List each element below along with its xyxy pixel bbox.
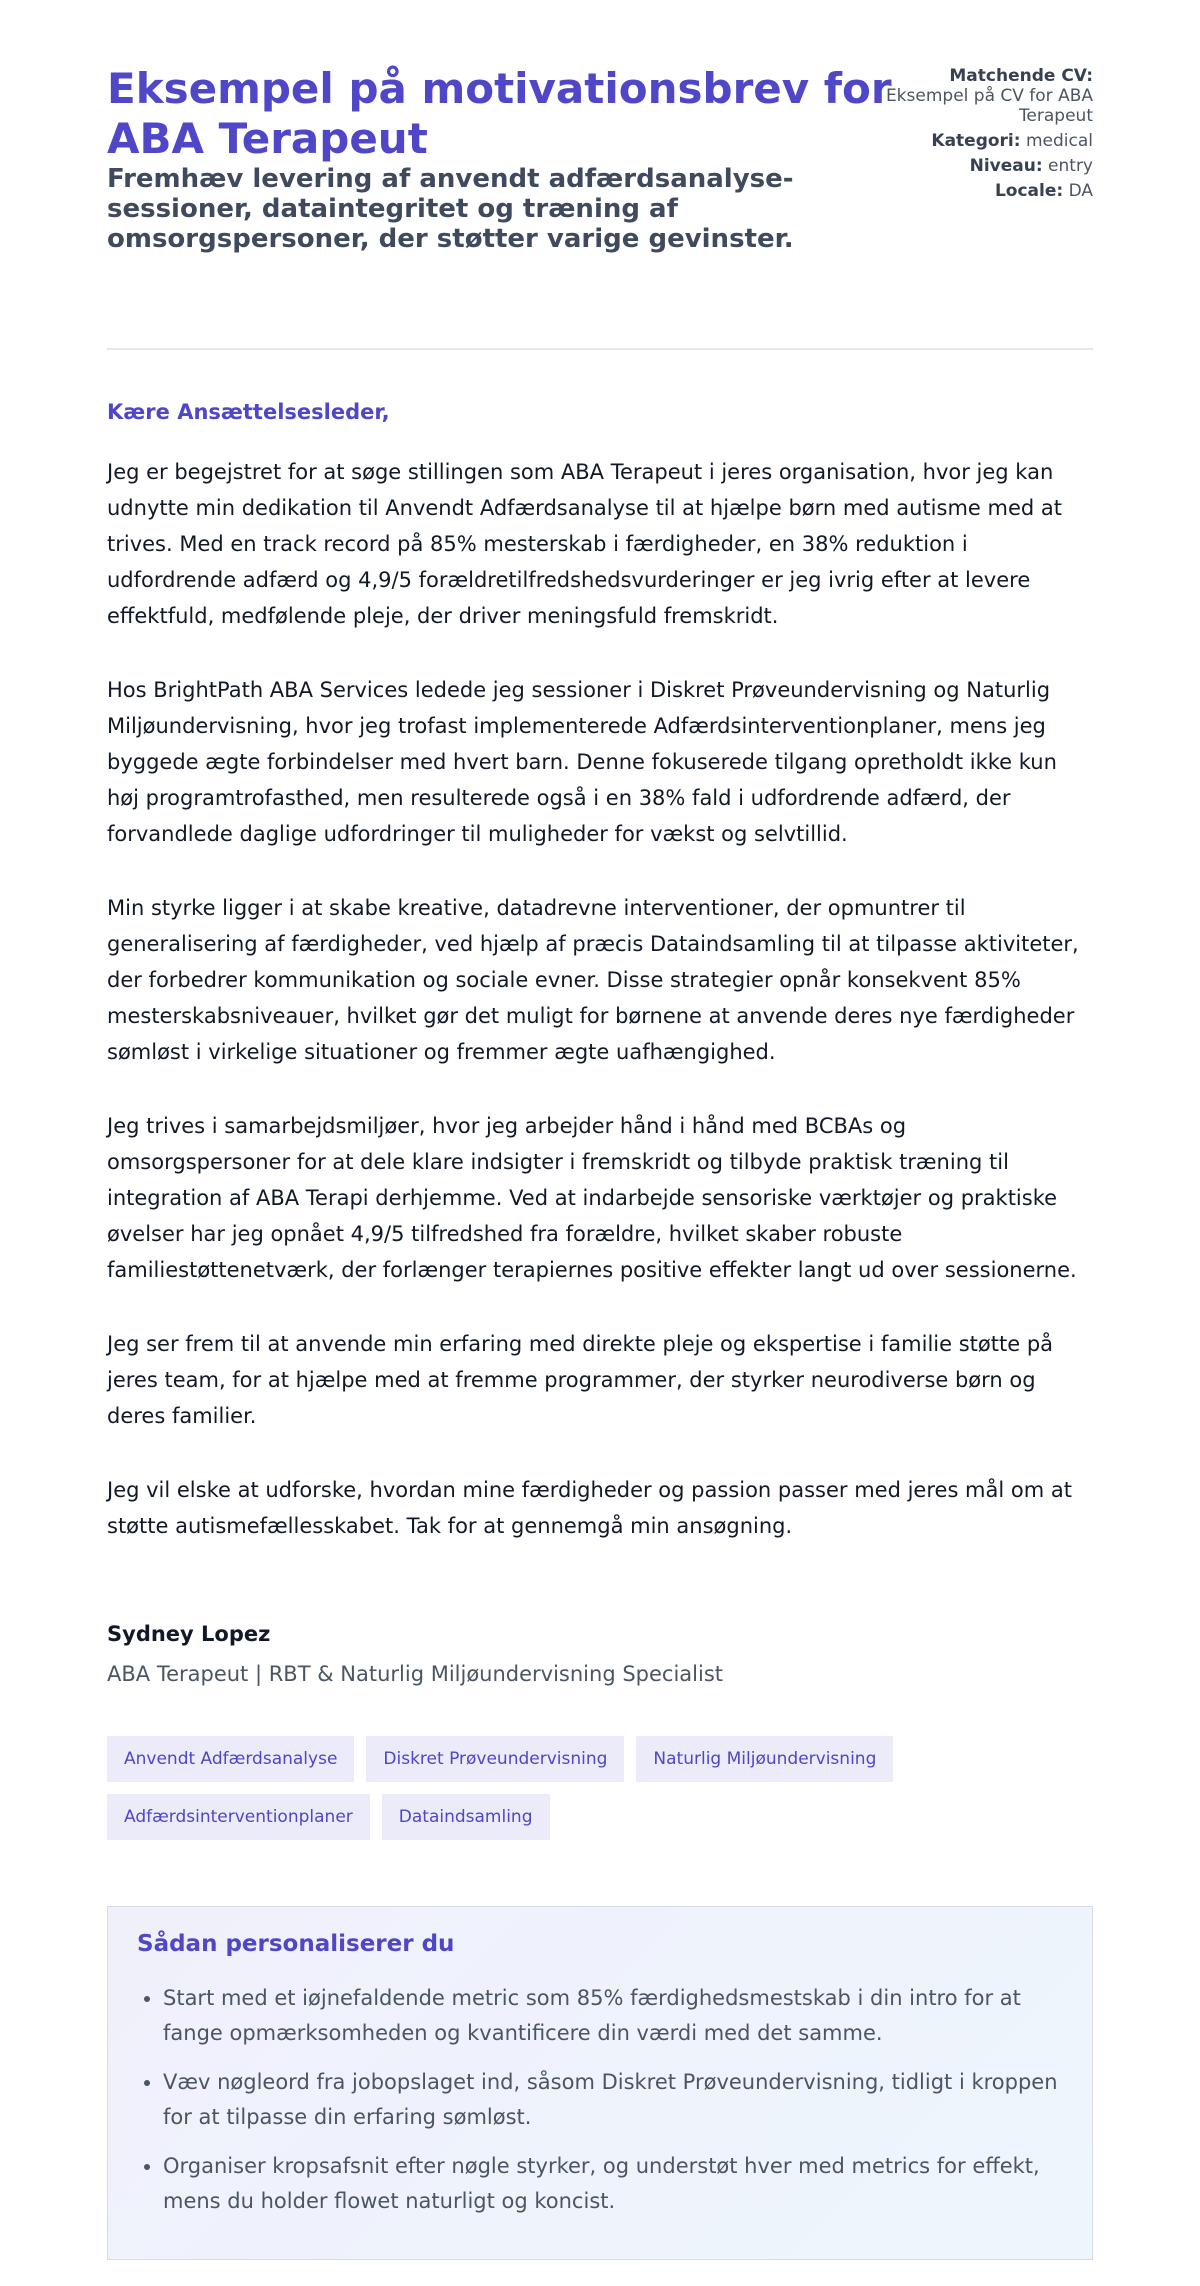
letter-greeting: Kære Ansættelsesleder,: [107, 400, 390, 424]
meta-cv-label: Matchende CV:: [949, 66, 1093, 86]
meta-panel: [883, 66, 1093, 206]
tips-list-item: • Start med et iøjnefaldende metric som 85% færdighedsmestskab i din intro for at fange opmærksomheden og kvantificere din værdi med det samme.: [163, 1981, 1063, 2051]
meta-level: [883, 156, 1093, 176]
tips-list: [137, 1981, 1063, 2219]
page-header: [107, 0, 1093, 284]
tips-list-item: • Organiser kropsafsnit efter nøgle styrker, og understøt hver med metrics for effekt, mens du holder flowet naturligt og koncist.: [163, 2149, 1063, 2219]
skill-tags: [107, 1736, 987, 1840]
page-subtitle: Fremhæv levering af anvendt adfærdsanalyse-sessioner, dataintegritet og træning af omsorgspersoner, der støtter varige gevinster.: [107, 164, 794, 254]
letter-paragraph: Min styrke ligger i at skabe kreative, datadrevne interventioner, der opmuntrer til generalisering af færdigheder, ved hjælp af præcis Dataindsamling til at tilpasse aktiviteter, der forbedrer kommunikation og sociale evner. Disse strategier opnår konsekvent 85% mesterskabsniveauer, hvilket gør det muligt for børnene at anvende deres nye færdigheder sømløst i virkelige situationer og fremmer ægte uafhængighed.: [107, 896, 1079, 1064]
signature-role: ABA Terapeut | RBT & Naturlig Miljøundervisning Specialist: [107, 1662, 724, 1686]
signature-block: [107, 1620, 1093, 1688]
meta-locale-value: DA: [1068, 181, 1093, 201]
personalization-tips-box: [107, 1906, 1093, 2260]
letter-paragraph: Jeg ser frem til at anvende min erfaring med direkte pleje og ekspertise i familie støtte på jeres team, for at hjælpe med at fremme programmer, der styrker neurodiverse børn og deres familier.: [107, 1332, 1054, 1428]
meta-level-value: entry: [1048, 156, 1093, 176]
tips-list-item: • Væv nøgleord fra jobopslaget ind, såsom Diskret Prøveundervisning, tidligt i kroppen for at tilpasse din erfaring sømløst.: [163, 2065, 1063, 2135]
letter-paragraph: Jeg trives i samarbejdsmiljøer, hvor jeg arbejder hånd i hånd med BCBAs og omsorgspersoner for at dele klare indsigter i fremskridt og tilbyde praktisk træning til integration af ABA Terapi derhjemme. Ved at indarbejde sensoriske værktøjer og praktiske øvelser har jeg opnået 4,9/5 tilfredshed fra forældre, hvilket skaber robuste familiestøttenetværk, der forlænger terapiernes positive effekter langt ud over sessionerne.: [107, 1114, 1077, 1282]
tips-title: Sådan personaliserer du: [137, 1931, 455, 1957]
skill-tag: Anvendt Adfærdsanalyse: [107, 1736, 354, 1782]
meta-category-label: Kategori:: [931, 131, 1021, 151]
letter-body: [107, 454, 1093, 1544]
skill-tag: Diskret Prøveundervisning: [366, 1736, 624, 1782]
skill-tag: Dataindsamling: [382, 1794, 550, 1840]
meta-matching-cv: [883, 66, 1093, 126]
page-title: Eksempel på motivationsbrev for ABA Terapeut: [107, 64, 892, 163]
skill-tag: Adfærdsinterventionplaner: [107, 1794, 370, 1840]
letter-paragraph: Jeg vil elske at udforske, hvordan mine færdigheder og passion passer med jeres mål om at støtte autismefællesskabet. Tak for at gennemgå min ansøgning.: [107, 1478, 1072, 1538]
meta-category-value: medical: [1025, 131, 1093, 151]
meta-locale-label: Locale:: [994, 181, 1064, 201]
meta-cv-value: Eksempel på CV for ABA Terapeut: [885, 86, 1093, 126]
meta-level-label: Niveau:: [969, 156, 1043, 176]
skill-tag: Naturlig Miljøundervisning: [636, 1736, 893, 1782]
letter-paragraph: Jeg er begejstret for at søge stillingen som ABA Terapeut i jeres organisation, hvor jeg kan udnytte min dedikation til Anvendt Adfærdsanalyse til at hjælpe børn med autisme med at trives. Med en track record på 85% mesterskab i færdigheder, en 38% reduktion i udfordrende adfærd og 4,9/5 forældretilfredshedsvurderinger er jeg ivrig efter at levere effektfuld, medfølende pleje, der driver meningsfuld fremskridt.: [107, 460, 1062, 628]
signature-name: Sydney Lopez: [107, 1622, 271, 1646]
meta-locale: [883, 181, 1093, 201]
meta-category: [883, 131, 1093, 151]
header-divider: [107, 348, 1093, 350]
letter-paragraph: Hos BrightPath ABA Services ledede jeg sessioner i Diskret Prøveundervisning og Naturlig Miljøundervisning, hvor jeg trofast implementerede Adfærdsinterventionplaner, mens jeg byggede ægte forbindelser med hvert barn. Denne fokuserede tilgang opretholdt ikke kun høj programtrofasthed, men resulterede også i en 38% fald i udfordrende adfærd, der forvandlede daglige udfordringer til muligheder for vækst og selvtillid.: [107, 678, 1057, 846]
